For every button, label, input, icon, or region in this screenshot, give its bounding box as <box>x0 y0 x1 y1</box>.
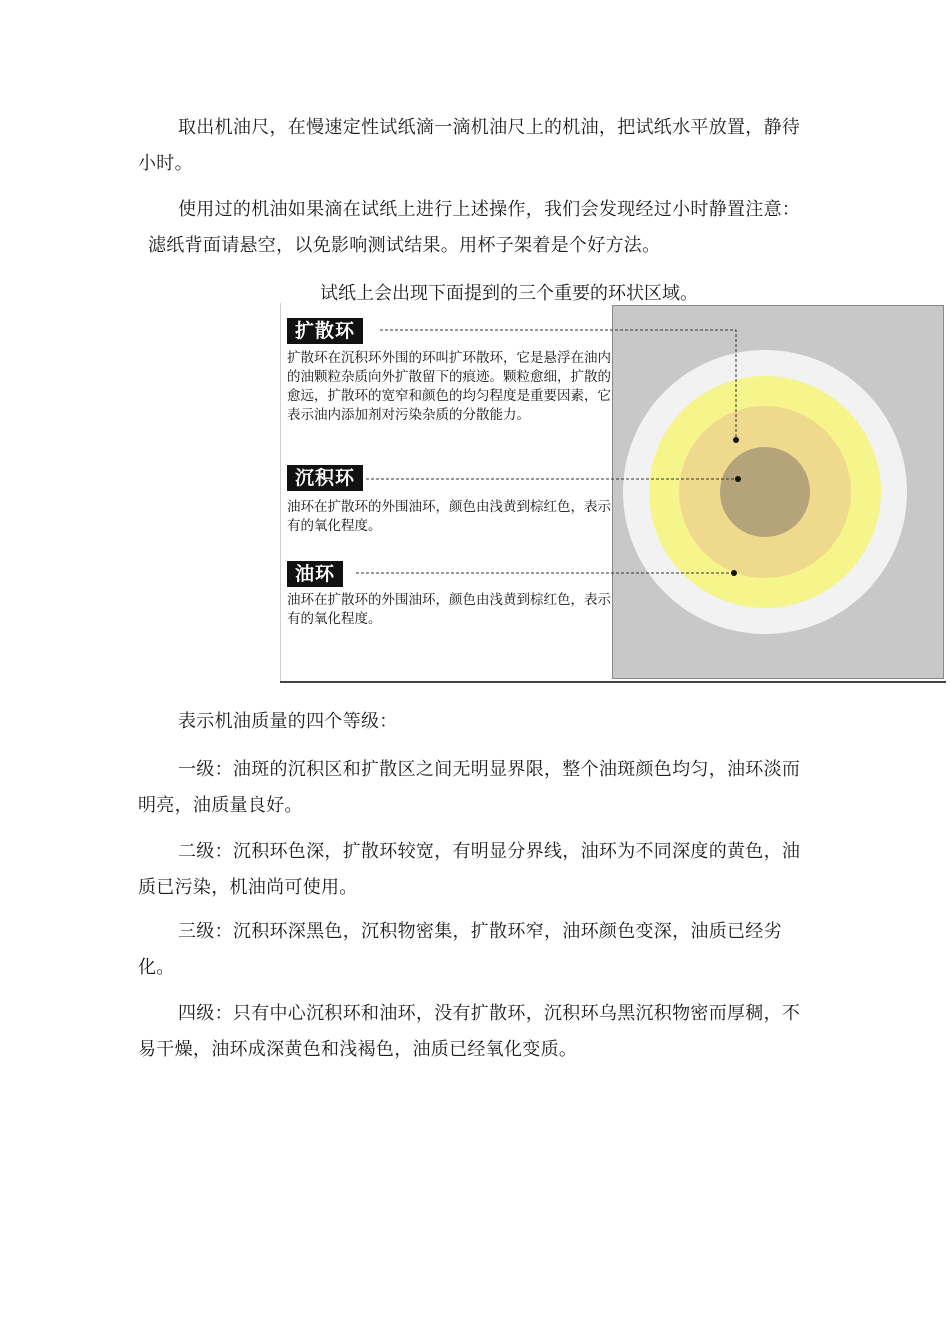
figure-baseline <box>280 681 946 683</box>
usage-paragraph-line2: 滤纸背面请悬空，以免影响测试结果。用杯子架着是个好方法。 <box>148 235 661 256</box>
oil-ring-description: 油环在扩散环的外围油环，颜色由浅黄到棕红色，表示有的氧化程度。 <box>287 592 611 627</box>
usage-paragraph-line1: 使用过的机油如果滴在试纸上进行上述操作，我们会发现经过小时静置注意： <box>178 199 801 220</box>
leader-lines <box>280 303 946 685</box>
grade-1-paragraph: 一级：油斑的沉积区和扩散区之间无明显界限，整个油斑颜色均匀，油环淡而明亮，油质量良好。 <box>138 759 801 816</box>
diffusion-ring-description: 扩散环在沉积环外围的环叫扩环散环，它是悬浮在油内的油颗粒杂质向外扩散留下的痕迹。颗粒愈细，扩散的愈远，扩散环的宽窄和颜色的均匀程度是重要因素，它表示油内添加剂对污染杂质的分散能力。 <box>287 350 611 423</box>
grade-2-paragraph: 二级：沉积环色深，扩散环较宽，有明显分界线，油环为不同深度的黄色，油质已污染，机油尚可使用。 <box>138 841 801 898</box>
deposit-ring-description: 油环在扩散环的外围油环，颜色由浅黄到棕红色，表示有的氧化程度。 <box>287 499 611 534</box>
diffusion-ring-title: 扩散环 <box>287 318 363 344</box>
diffusion-leader-line <box>380 330 736 440</box>
ring-diagram-figure <box>280 303 946 685</box>
figure-caption: 试纸上会出现下面提到的三个重要的环状区域。 <box>320 283 698 304</box>
deposit-marker-dot <box>735 476 741 482</box>
deposit-ring-title: 沉积环 <box>287 465 363 491</box>
oil-ring-title: 油环 <box>287 561 343 587</box>
oil-marker-dot <box>731 570 737 576</box>
grades-intro: 表示机油质量的四个等级： <box>178 711 398 732</box>
grade-3-paragraph: 三级：沉积环深黑色，沉积物密集，扩散环窄，油环颜色变深，油质已经劣化。 <box>138 921 782 978</box>
diffusion-marker-dot <box>733 437 739 443</box>
intro-paragraph: 取出机油尺，在慢速定性试纸滴一滴机油尺上的机油，把试纸水平放置，静待小时。 <box>138 117 801 174</box>
grade-4-paragraph: 四级：只有中心沉积环和油环，没有扩散环，沉积环乌黑沉积物密而厚稠，不易干燥，油环成深黄色和浅褐色，油质已经氧化变质。 <box>138 1003 801 1060</box>
